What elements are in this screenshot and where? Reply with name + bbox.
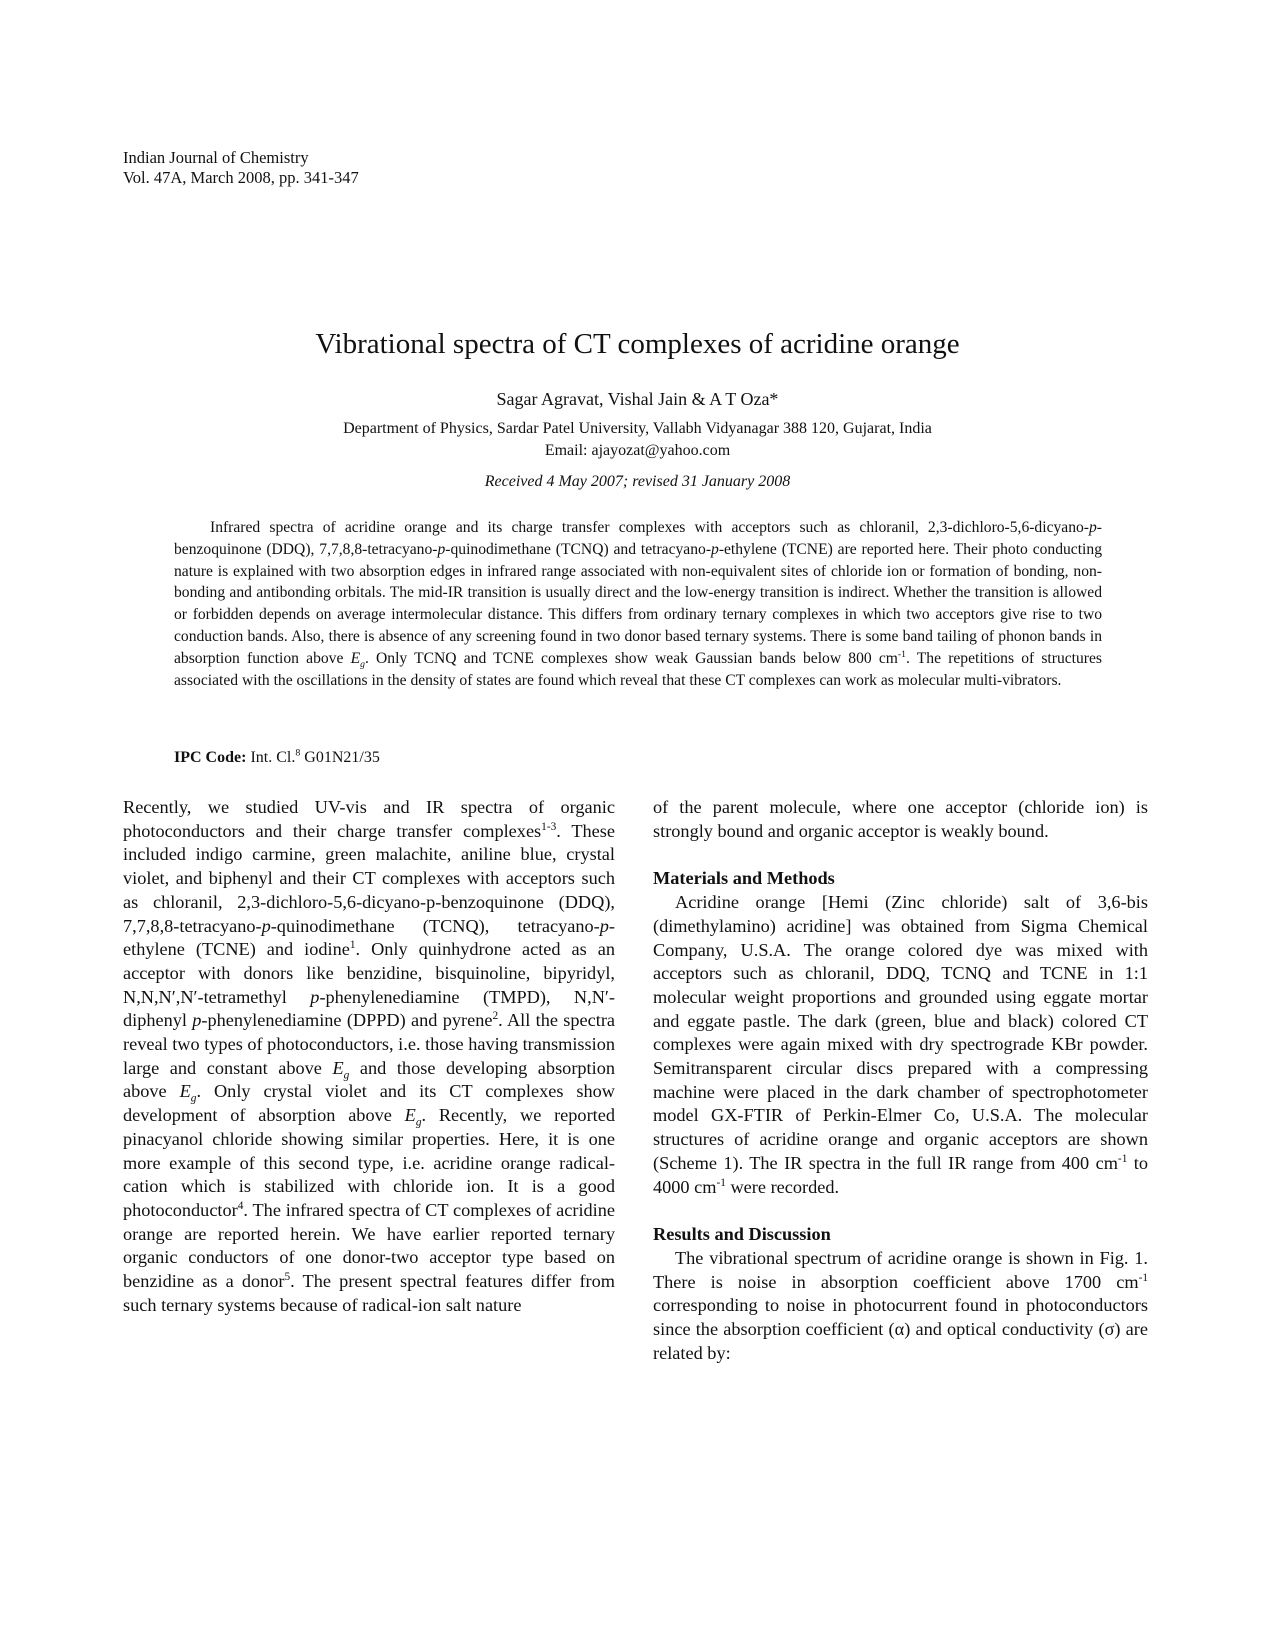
journal-volume: Vol. 47A, March 2008, pp. 341-347 [123,168,359,187]
journal-header [123,148,359,188]
results-heading: Results and Discussion [653,1224,831,1245]
journal-name: Indian Journal of Chemistry [123,148,309,167]
materials-paragraph: Acridine orange [Hemi (Zinc chloride) salt of 3,6-bis (dimethylamino) acridine] was obtained from Sigma Chemical Company, U.S.A. The orange colored dye was mixed with acceptors such as chloranil, DDQ, TCNQ and TCNE in 1:1 molecular weight proportions and grounded using eggate mortar and eggate pastle. The dark (green, blue and black) colored CT complexes were again mixed with dry spectrograde KBr powder. Semitransparent circular discs prepared with a compressing machine were placed in the dark chamber of spectrophotometer model GX-FTIR of Perkin-Elmer Co, U.S.A. The molecular structures of acridine orange and organic acceptors are shown (Scheme 1). The IR spectra in the full IR range from 400 $cm^{-1}$ to 4000 $cm^{-1}$ were recorded. [653,892,1148,1197]
authors: Sagar Agravat, Vishal Jain & A T Oza* [496,389,779,409]
intro-paragraph: Recently, we studied UV-vis and IR spectra of organic photoconductors and their charge transfer complexes$^{1-3}$. These included indigo carmine, green malachite, aniline blue, crystal violet, and biphenyl and their CT complexes with acceptors such as chloranil, 2,3-dichloro-5,6-dicyano-p-benzoquinone (DDQ), 7,7,8,8-tetracyano-p-quinodimethane (TCNQ), tetracyano-p-ethylene (TCNE) and iodine$^1$. Only quinhydrone acted as an acceptor with donors like benzidine, bisquinoline, bipyridyl, N,N,N′,N′-tetramethyl p-phenylenediamine (TMPD), N,N′-diphenyl p-phenylenediamine (DPPD) and pyrene$^2$. All the spectra reveal two types of photoconductors, i.e. those having transmission large and constant above $E_g$ and those developing absorption above $E_g$. Only crystal violet and its CT complexes show development of absorption above $E_g$. Recently, we reported pinacyanol chloride showing similar properties. Here, it is one more example of this second type, i.e. acridine orange radical-cation which is stabilized with chloride ion. It is a good photoconductor$^4$. The infrared spectra of CT complexes of acridine orange are reported herein. We have earlier reported ternary organic conductors of one donor-two acceptor type based on benzidine as a donor$^5$. The present spectral features differ from such ternary systems because of radical-ion salt nature [123,797,616,1315]
results-paragraph: The vibrational spectrum of acridine orange is shown in Fig. 1. There is noise in absorption coefficient above 1700 $cm^{-1}$ corresponding to noise in photocurrent found in photoconductors since the absorption coefficient (α) and optical conductivity (σ) are related by: [653,1247,1148,1363]
email: Email: ajayozat@yahoo.com [544,442,731,459]
ipc-code: IPC Code: Int. Cl.$^8$ G01N21/35 [174,747,380,766]
left-column [123,796,615,1317]
abstract: Infrared spectra of acridine orange and its charge transfer complexes with acceptors such as chloranil, 2,3-dichloro-5,6-dicyano-p-benzoquinone (DDQ), 7,7,8,8-tetracyano-p-quinodimethane (TCNQ) and tetracyano-p-ethylene (TCNE) are reported here. Their photo conducting nature is explained with two absorption edges in infrared range associated with non-equivalent sites of chloride ion or formation of bonding, non-bonding and antibonding orbitals. The mid-IR transition is usually direct and the low-energy transition is indirect. Whether the transition is allowed or forbidden depends on average intermolecular distance. This differs from ordinary ternary complexes in which two acceptors give rise to two conduction bands. Also, there is absence of any screening found in two donor based ternary systems. There is some band tailing of phonon bands in absorption function above $E_g$. Only TCNQ and TCNE complexes show weak Gaussian bands below 800 $cm^{-1}$. The repetitions of structures associated with the oscillations in the density of states are found which reveal that these CT complexes can work as molecular multi-vibrators. [174,519,1102,689]
paper-title: Vibrational spectra of CT complexes of acridine orange [315,328,960,360]
right-column [653,796,1148,1365]
affiliation-block [0,418,1275,462]
materials-heading: Materials and Methods [653,868,835,889]
affiliation: Department of Physics, Sardar Patel University, Vallabh Vidyanagar 388 120, Gujarat, India [343,420,932,437]
intro-continuation: of the parent molecule, where one acceptor (chloride ion) is strongly bound and organic acceptor is weakly bound. [653,797,1148,841]
received-dates: Received 4 May 2007; revised 31 January 2008 [484,473,791,490]
